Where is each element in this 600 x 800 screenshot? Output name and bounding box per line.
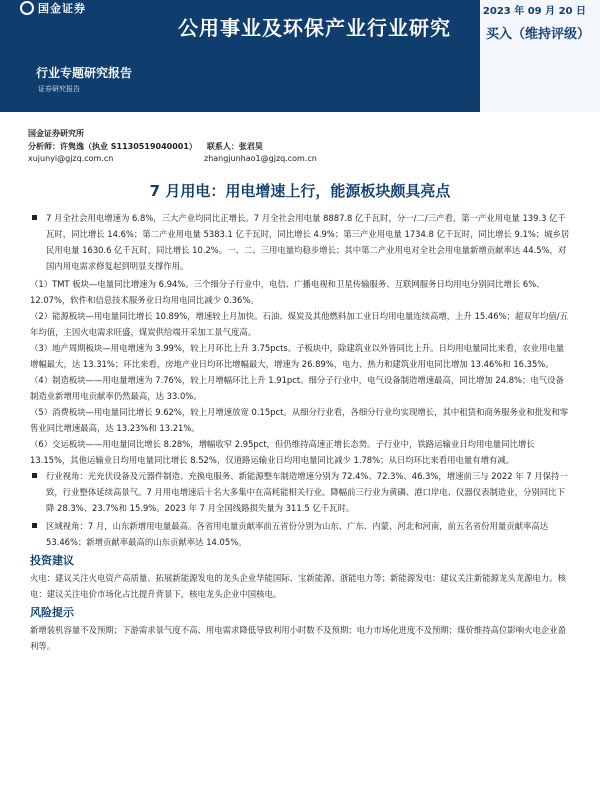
investment-advice-text: 火电：建议关注火电资产高质量、拓展新能源发电的龙头企业华能国际、宝新能源、浙能电力等；新能源发电：建议关注新能源龙头龙源电力。核电：建议关注电价市场化占比提升背景下，核电龙头企业中国核电。: [30, 573, 566, 599]
bullet-square-icon: [32, 523, 37, 528]
report-header: [0, 0, 600, 120]
industry-view-paragraph: [30, 468, 570, 516]
industry-view-text: 行业视角：光充伏设备及元器件制造、充换电服务、新能源整车制造增速分别为 72.4%、72.3%、46.3%，增速前三与 2022 年 7 月保持一致，行业整体延续高景气。7 月用电增速后十名大多集中在高耗能相关行业。降幅前三行业为黄磷、港口岸电、仪器仪表制造业，分别同比下降 28.3%、23.7%和 15.9%。2023 年 7 月全国线路损失量为 311.5 亿千瓦时。: [46, 471, 568, 513]
rating-badge: 买入（维持评级）: [486, 27, 591, 42]
bullet-square-icon: [32, 215, 37, 220]
summary-text: 7 月全社会用电增速为 6.8%，三大产业均同比正增长。7 月全社会用电量 8887.8 亿千瓦时，分一/二/三产看，第一产业用电量 139.3 亿千瓦时，同比增长 14.6%；第二产业用电量 5383.1 亿千瓦时，同比增长 4.9%；第三产业用电量 1734.8 亿千瓦时，同比增长 9.1%；城乡居民用电量 1630.6 亿千瓦时，同比增长 10.2%。一、二、三用电量均稳步增长；其中第二产业用电对全社会用电量新增贡献率达 44.5%，对国内用电需求修复起到明显支撑作用。: [46, 213, 570, 271]
logo-text: 国金证券: [38, 2, 86, 15]
summary-paragraph: [30, 210, 570, 274]
consumer-paragraph: （5）消费板块—用电量同比增长 9.62%，较上月增速放宽 0.15pct。从细分行业看，各细分行业均实现增长，其中租赁和商务服务业和批发和零售业同比增速最高，达 13.23%和 13.21%。: [30, 407, 569, 433]
contact-email: zhangjunhao1@gjzq.com.cn: [204, 154, 317, 163]
transport-paragraph: （6）交运板块——用电量同比增长 8.28%，增幅收窄 2.95pct，但仍维持高速正增长态势。子行业中，铁路运输业日均用电量同比增长 13.15%，其他运输业日均用电量同比增长 8.52%，仅道路运输业日均用电量同比减少 1.78%；从日均环比来看用电量有增有减。: [30, 439, 535, 465]
analyst-label: 分析师：许隽逸（执业 S1130519040001）: [28, 142, 197, 151]
report-body: [30, 210, 570, 654]
report-date: 2023 年 09 月 20 日: [482, 6, 586, 17]
company-logo: [20, 0, 86, 16]
report-type: 行业专题研究报告: [36, 66, 133, 80]
author-info: [28, 128, 317, 163]
risk-heading: 风险提示: [30, 606, 74, 619]
risk-text: 新增装机容量不及预期；下游需求景气度不高、用电需求降低导致利用小时数不及预期；电力市场化进度不及预期；煤价维持高位影响火电企业盈利等。: [30, 625, 566, 651]
analyst-email: xujunyi@gjzq.com.cn: [28, 154, 114, 163]
report-subtype: 证券研究报告: [38, 85, 80, 93]
contact-label: 联系人：张君昊: [206, 142, 263, 151]
bullet-square-icon: [32, 473, 37, 478]
energy-paragraph: （2）能源板块—用电量同比增长 10.89%，增速较上月加快。石油、煤炭及其他燃料加工业日均用电量连续高增，上升 15.46%；超双年均值/五年均值，主因火电需求旺盛，煤炭供给端开采加工景气度高。: [30, 311, 568, 337]
logo-icon: [20, 1, 34, 15]
sector-title: 公用事业及环保产业行业研究: [178, 16, 451, 40]
region-view-text: 区域视角：7 月，山东新增用电量最高。各省用电量贡献率前五省份分别为山东、广东、内蒙、河北和河南，前五名省份用量贡献率高达 53.46%；新增贡献率最高的山东贡献率达 14.05%。: [46, 521, 549, 547]
investment-advice-heading: 投资建议: [30, 554, 74, 567]
institute-name: 国金证券研究所: [28, 129, 84, 138]
report-headline: 7 月用电：用电增速上行，能源板块颇具亮点: [149, 182, 451, 200]
manufacturing-paragraph: （4）制造板块——用电量增速为 7.76%，较上月增幅环比上升 1.91pct。细分子行业中，电气设备制造增速最高，同比增加 24.8%；电气设备制造业新增用电贡献率仍然最高，达 33.0%。: [30, 375, 564, 401]
tmt-paragraph: （1）TMT 板块—电量同比增速为 6.94%。三个细分子行业中，电信、广播电视和卫星传输服务、互联网服务日均用电分别同比增长 6%、12.07%，软件和信息技术服务业日均用电同比减少 0.36%。: [30, 279, 545, 305]
property-paragraph: （3）地产周期板块—用电增速为 3.99%，较上月环比上升 3.75pcts。子板块中，除建筑业以外皆同比上升。日均用电量同比来看，农业用电量增幅最大，达 13.31%；环比来看，房地产业日均环比增幅最大，增速为 26.89%，电力、热力和建筑业用电同比增加 13.46%和 16.35%。: [30, 343, 565, 369]
region-view-paragraph: [30, 518, 570, 550]
